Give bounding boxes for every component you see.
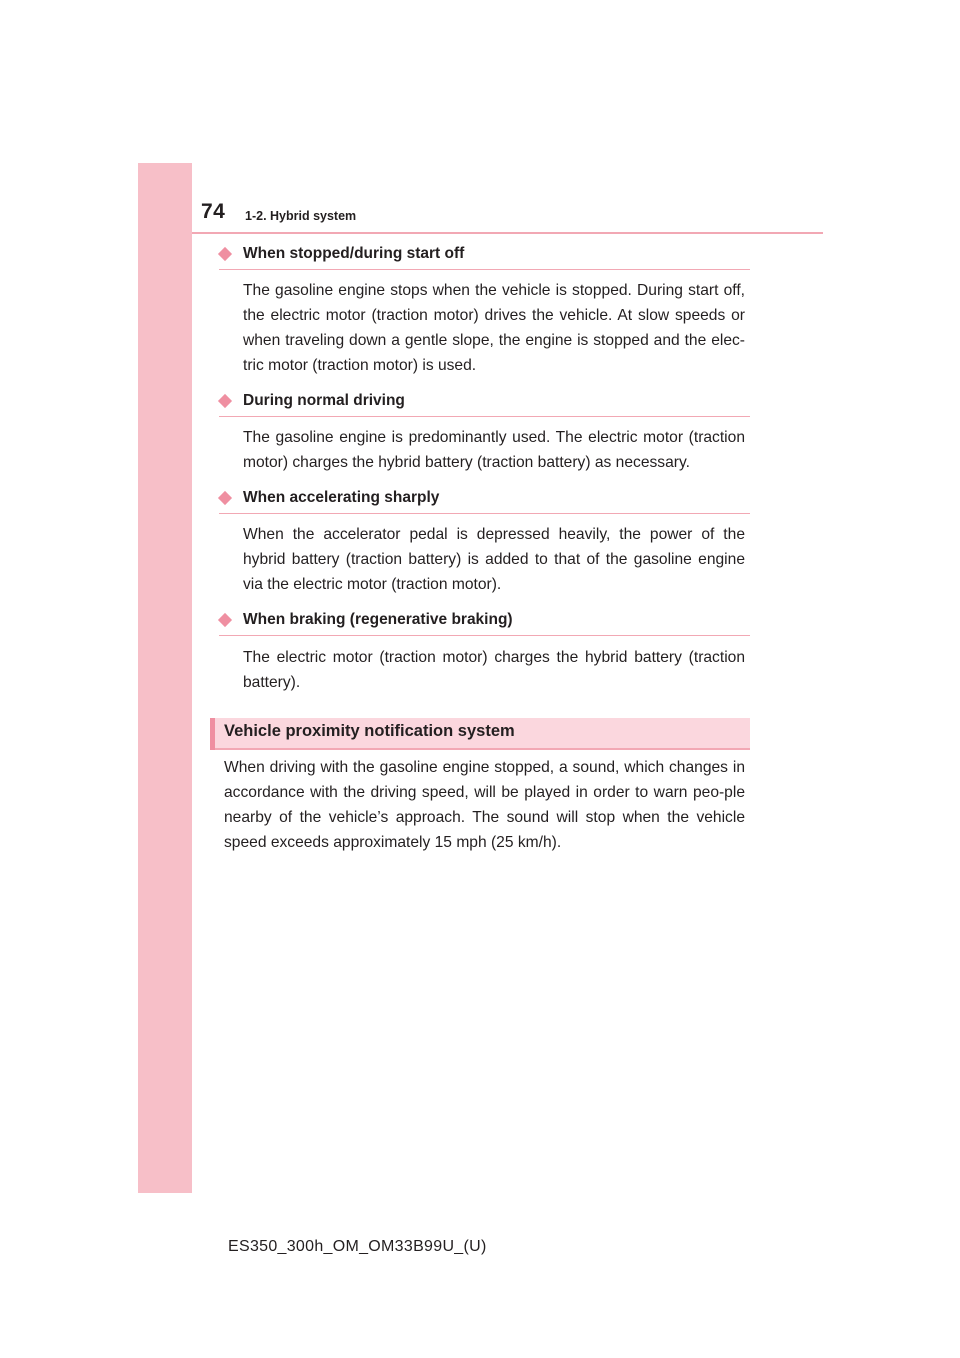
diamond-bullet-icon — [218, 394, 232, 408]
diamond-bullet-icon — [218, 247, 232, 261]
page-number: 74 — [201, 200, 226, 223]
diamond-bullet-icon — [218, 613, 232, 627]
subheading-stopped — [219, 243, 750, 270]
subheading-title: During normal driving — [243, 392, 405, 409]
subheading-title: When stopped/during start off — [243, 245, 465, 262]
section-banner — [210, 718, 750, 750]
subheading-accelerating — [219, 487, 750, 514]
diamond-bullet-icon — [218, 491, 232, 505]
subheading-normal-driving — [219, 390, 750, 417]
banner-accent — [210, 718, 215, 750]
document-id: ES350_300h_OM_OM33B99U_(U) — [228, 1238, 487, 1255]
subheading-title: When braking (regenerative braking) — [243, 611, 513, 628]
subheading-braking — [219, 609, 750, 636]
paragraph-notification: When driving with the gasoline engine stopped, a sound, which changes in accordance with the driving speed, will be played in order to warn peo-ple nearby of the vehicle’s approach. The sound will stop when the vehicle speed exceeds approximately 15 mph (25 km/h). — [224, 759, 745, 851]
section-label: 1-2. Hybrid system — [245, 209, 357, 223]
paragraph-normal-driving: The gasoline engine is predominantly used. The electric motor (traction motor) charges the hybrid battery (traction battery) as necessary. — [243, 429, 745, 471]
side-tab-bar — [138, 163, 192, 1193]
header-rule — [192, 232, 823, 234]
paragraph-stopped: The gasoline engine stops when the vehicle is stopped. During start off, the electric motor (traction motor) drives the vehicle. At slow speeds or when traveling down a gentle slope, the engine is stopped and the elec-tric motor (traction motor) is used. — [243, 282, 745, 374]
paragraph-braking: The electric motor (traction motor) charges the hybrid battery (traction battery). — [243, 649, 745, 691]
paragraph-accelerating: When the accelerator pedal is depressed heavily, the power of the hybrid battery (traction battery) is added to that of the gasoline engine via the electric motor (traction motor). — [243, 526, 745, 593]
banner-title: Vehicle proximity notification system — [224, 722, 515, 740]
subheading-title: When accelerating sharply — [243, 489, 440, 506]
